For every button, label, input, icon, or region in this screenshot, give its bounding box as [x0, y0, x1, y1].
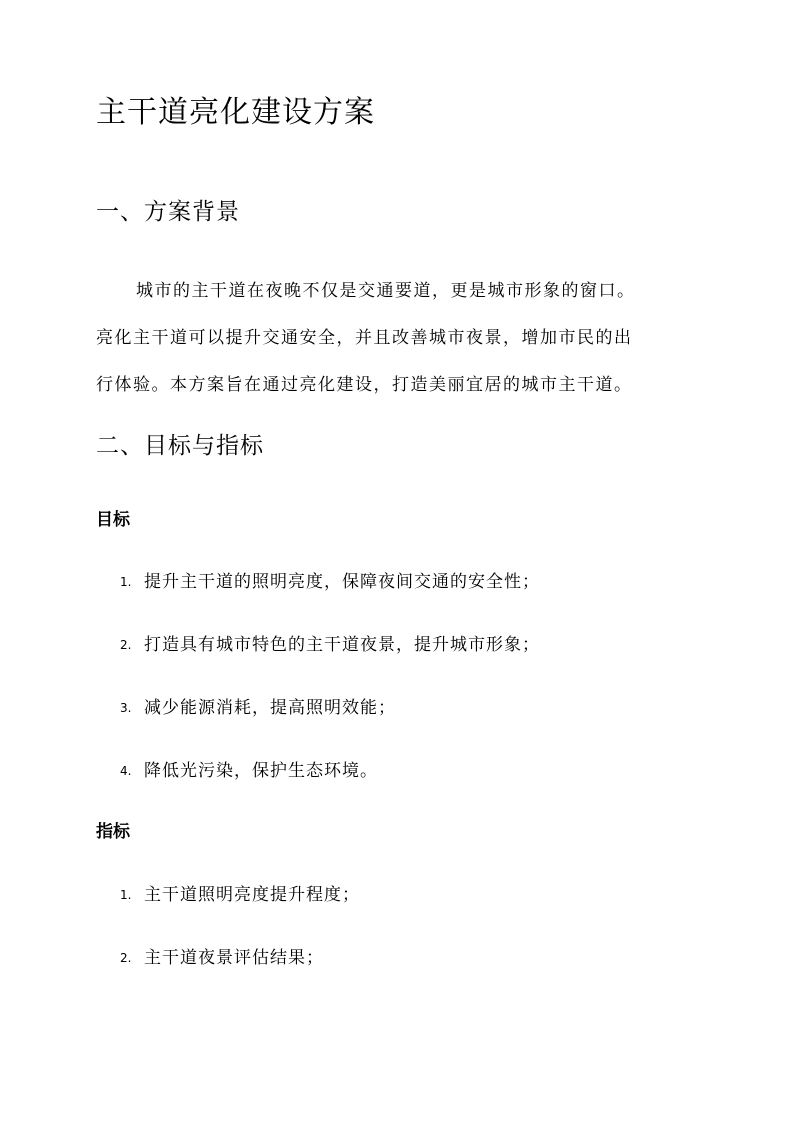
paragraph-line: 城市的主干道在夜晚不仅是交通要道，更是城市形象的窗口。 [136, 281, 636, 301]
list-item-text: 主干道夜景评估结果； [144, 948, 324, 968]
goal-list-item [120, 763, 378, 780]
list-number: 3. [120, 701, 132, 715]
list-item-text: 提升主干道的照明亮度，保障夜间交通的安全性； [144, 572, 540, 592]
list-number: 2. [120, 951, 132, 965]
background-paragraph [96, 268, 706, 409]
list-number: 1. [120, 888, 132, 902]
indicator-list-item [120, 950, 324, 967]
list-item-text: 降低光污染，保护生态环境。 [144, 761, 378, 781]
subheading-goals: 目标 [96, 510, 130, 530]
goal-list-item [120, 637, 540, 654]
section-heading-background: 一、方案背景 [96, 199, 240, 225]
page-title: 主干道亮化建设方案 [96, 95, 375, 130]
goal-list-item [120, 574, 540, 591]
list-item-text: 减少能源消耗，提高照明效能； [144, 698, 396, 718]
list-number: 2. [120, 638, 132, 652]
list-item-text: 打造具有城市特色的主干道夜景，提升城市形象； [144, 635, 540, 655]
list-number: 1. [120, 575, 132, 589]
list-item-text: 主干道照明亮度提升程度； [144, 885, 360, 905]
indicator-list-item [120, 887, 360, 904]
paragraph-line: 亮化主干道可以提升交通安全，并且改善城市夜景，增加市民的出 [96, 328, 633, 348]
goal-list-item [120, 700, 396, 717]
subheading-indicators: 指标 [96, 822, 130, 842]
paragraph-line: 行体验。本方案旨在通过亮化建设，打造美丽宜居的城市主干道。 [96, 375, 633, 395]
list-number: 4. [120, 764, 132, 778]
section-heading-goals-indicators: 二、目标与指标 [96, 433, 264, 459]
